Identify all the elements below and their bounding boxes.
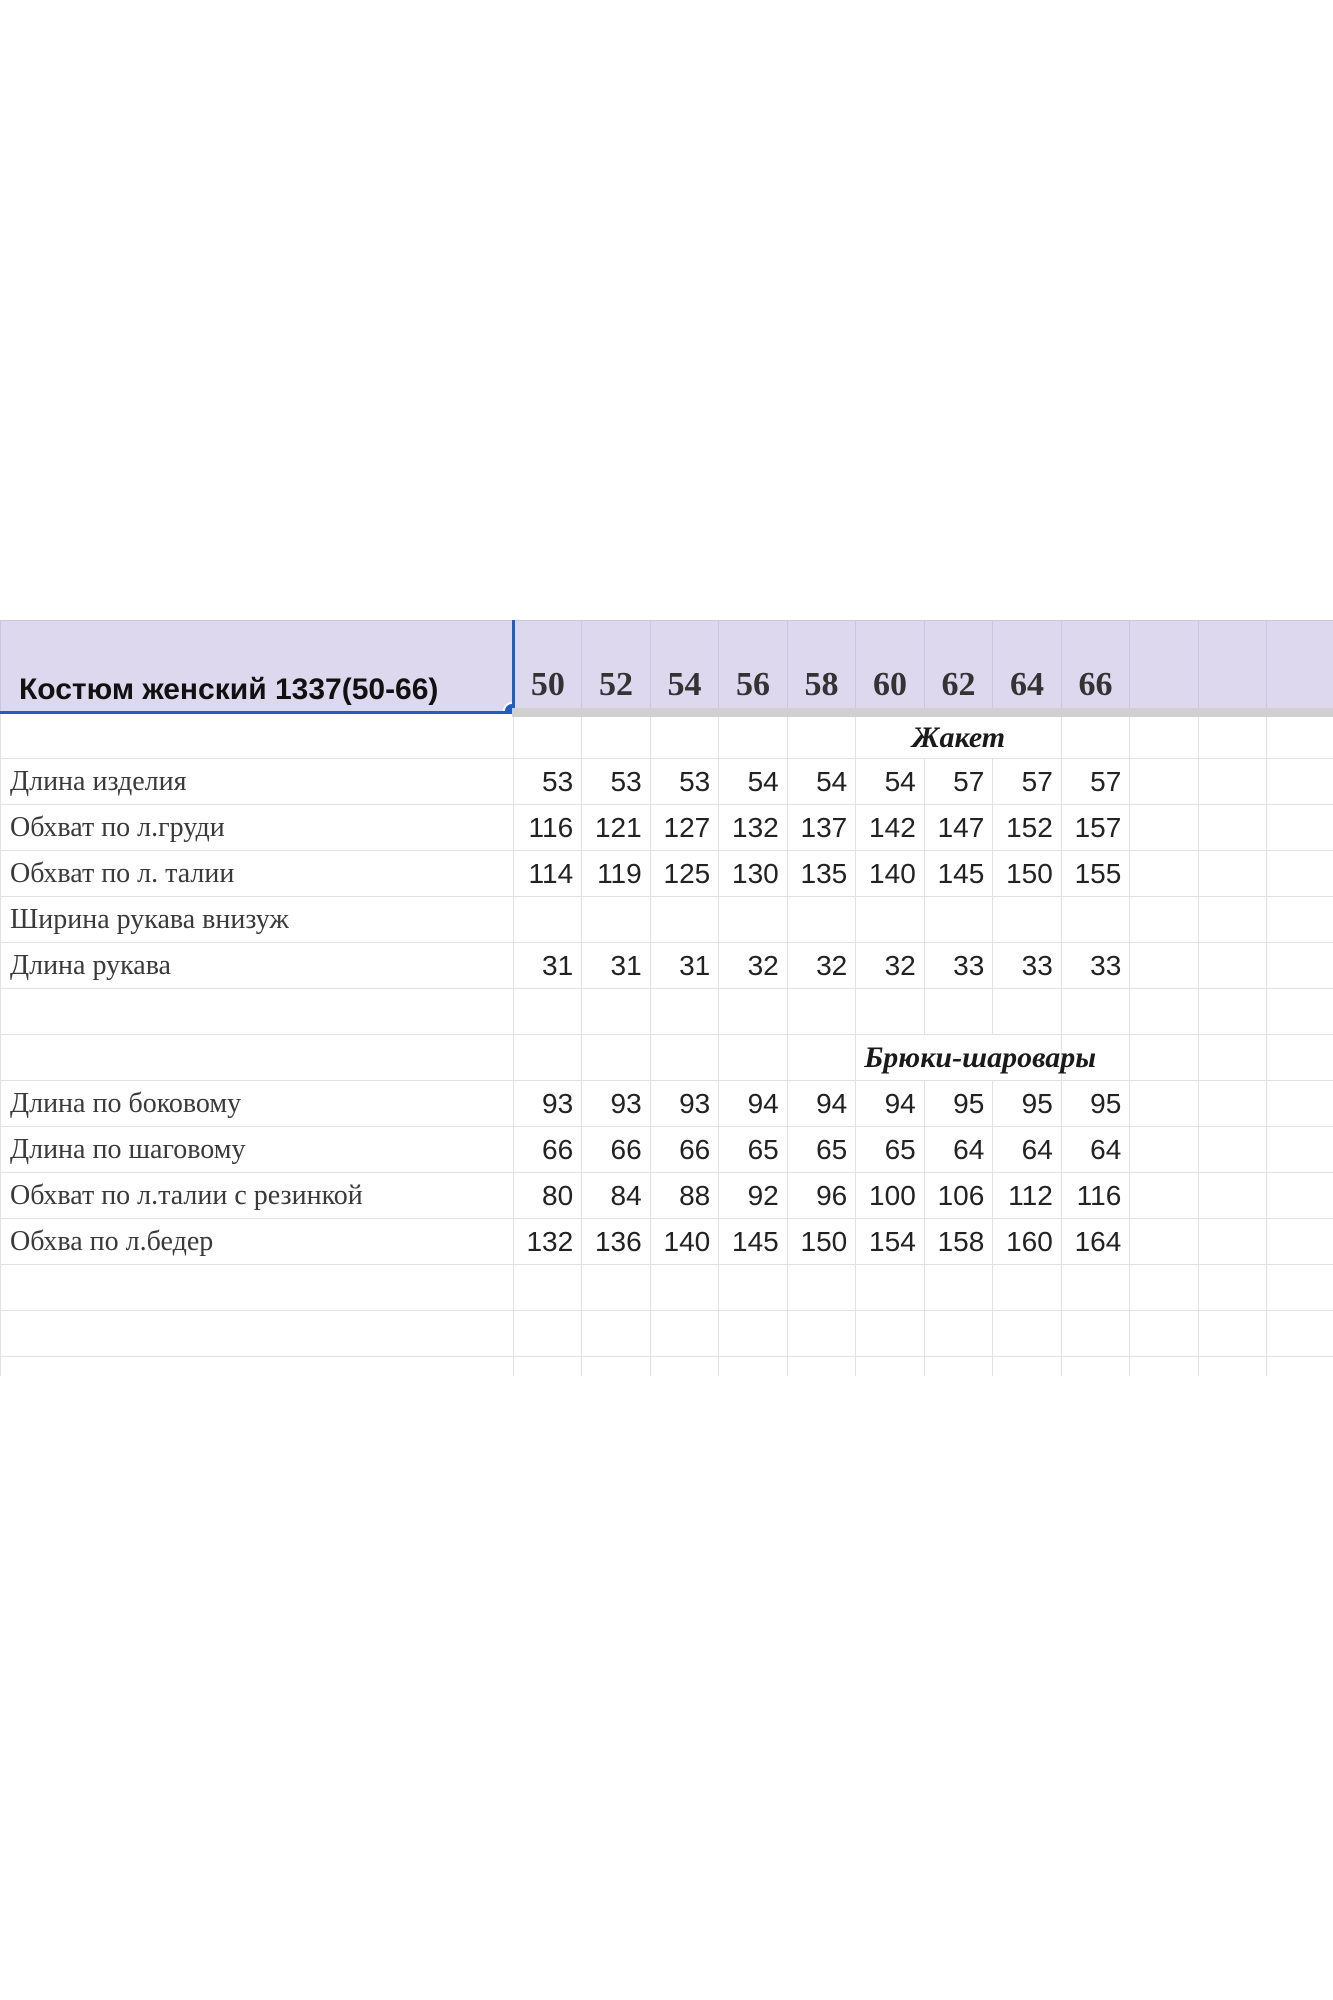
measurement-value[interactable]: 54 (787, 759, 856, 805)
empty-cell[interactable] (1130, 713, 1199, 759)
table-row (1, 759, 1333, 805)
measurement-value[interactable]: 53 (513, 759, 582, 805)
measurement-value[interactable]: 158 (924, 1219, 993, 1265)
measurement-value[interactable] (856, 897, 925, 943)
empty-cell[interactable] (787, 1265, 856, 1311)
empty-cell[interactable] (1, 713, 514, 759)
product-title: Костюм женский 1337(50-66) (19, 673, 439, 706)
empty-cell[interactable] (1267, 713, 1333, 759)
empty-cell[interactable] (787, 1357, 856, 1377)
empty-cell[interactable] (1130, 943, 1199, 989)
empty-cell[interactable] (719, 1265, 788, 1311)
section-header-row (1, 713, 1333, 759)
measurement-value[interactable]: 32 (719, 943, 788, 989)
measurement-value[interactable] (582, 897, 651, 943)
empty-cell[interactable] (1198, 759, 1267, 805)
empty-cell[interactable] (1198, 1035, 1267, 1081)
measurement-value[interactable] (650, 897, 719, 943)
empty-cell[interactable] (650, 1311, 719, 1357)
measurement-value[interactable]: 57 (1061, 759, 1130, 805)
empty-cell[interactable] (719, 1311, 788, 1357)
empty-cell[interactable] (513, 1311, 582, 1357)
empty-cell[interactable] (719, 1035, 788, 1081)
empty-cell[interactable] (924, 1265, 993, 1311)
empty-cell[interactable] (993, 1265, 1062, 1311)
size-header-cell[interactable]: 56 (719, 621, 788, 713)
empty-cell[interactable] (1198, 621, 1267, 713)
empty-cell[interactable] (719, 713, 788, 759)
empty-cell[interactable] (856, 1311, 925, 1357)
measurement-value[interactable] (924, 897, 993, 943)
measurement-label[interactable]: Длина по боковому (1, 1081, 514, 1127)
empty-cell[interactable] (787, 989, 856, 1035)
measurement-value[interactable]: 65 (719, 1127, 788, 1173)
size-header-cell[interactable]: 60 (856, 621, 925, 713)
empty-cell[interactable] (650, 989, 719, 1035)
measurement-value[interactable]: 152 (993, 805, 1062, 851)
measurement-value[interactable]: 116 (1061, 1173, 1130, 1219)
size-header-cell[interactable]: 62 (924, 621, 993, 713)
empty-cell[interactable] (1130, 989, 1199, 1035)
empty-cell[interactable] (1130, 1127, 1199, 1173)
empty-cell[interactable] (1267, 943, 1333, 989)
measurement-value[interactable]: 94 (787, 1081, 856, 1127)
table-row (1, 943, 1333, 989)
section-header-row (1, 1035, 1333, 1081)
empty-cell[interactable] (1198, 1127, 1267, 1173)
empty-cell[interactable] (1198, 897, 1267, 943)
empty-cell[interactable] (582, 1265, 651, 1311)
empty-cell[interactable] (787, 1311, 856, 1357)
empty-cell[interactable] (1267, 621, 1333, 713)
measurement-value[interactable] (993, 897, 1062, 943)
measurement-value[interactable]: 145 (719, 1219, 788, 1265)
empty-cell[interactable] (1267, 1035, 1333, 1081)
empty-cell[interactable] (1198, 1265, 1267, 1311)
empty-cell[interactable] (1267, 1311, 1333, 1357)
empty-cell[interactable] (1267, 1081, 1333, 1127)
empty-cell[interactable] (1061, 1357, 1130, 1377)
measurement-label[interactable]: Длина изделия (1, 759, 514, 805)
measurement-value[interactable]: 66 (582, 1127, 651, 1173)
measurement-value[interactable]: 100 (856, 1173, 925, 1219)
measurement-label[interactable]: Ширина рукава внизуж (1, 897, 514, 943)
measurement-value[interactable]: 154 (856, 1219, 925, 1265)
empty-cell[interactable] (924, 1311, 993, 1357)
empty-cell[interactable] (1267, 759, 1333, 805)
empty-cell[interactable] (650, 1357, 719, 1377)
empty-cell[interactable] (1267, 1357, 1333, 1377)
empty-cell[interactable] (856, 1265, 925, 1311)
empty-cell[interactable] (582, 1311, 651, 1357)
measurement-value[interactable]: 96 (787, 1173, 856, 1219)
measurement-value[interactable]: 127 (650, 805, 719, 851)
empty-cell[interactable] (1198, 1311, 1267, 1357)
empty-cell[interactable] (1267, 1173, 1333, 1219)
measurement-value[interactable]: 88 (650, 1173, 719, 1219)
measurement-value[interactable] (1061, 897, 1130, 943)
empty-cell[interactable] (1061, 713, 1130, 759)
empty-cell[interactable] (582, 713, 651, 759)
size-header-cell[interactable]: 66 (1061, 621, 1130, 713)
empty-cell[interactable] (1267, 1219, 1333, 1265)
size-header-cell[interactable]: 54 (650, 621, 719, 713)
empty-cell[interactable] (1198, 1357, 1267, 1377)
empty-cell[interactable] (1198, 805, 1267, 851)
measurement-value[interactable]: 114 (513, 851, 582, 897)
empty-cell[interactable] (1, 1265, 514, 1311)
size-header-cell[interactable]: 52 (582, 621, 651, 713)
measurement-value[interactable]: 106 (924, 1173, 993, 1219)
empty-cell[interactable] (650, 1035, 719, 1081)
measurement-value[interactable]: 121 (582, 805, 651, 851)
measurement-value[interactable]: 142 (856, 805, 925, 851)
measurement-value[interactable]: 95 (993, 1081, 1062, 1127)
empty-cell[interactable] (1130, 851, 1199, 897)
measurement-value[interactable]: 84 (582, 1173, 651, 1219)
empty-cell[interactable] (1, 1311, 514, 1357)
product-title-cell[interactable] (1, 621, 514, 713)
measurement-value[interactable]: 31 (513, 943, 582, 989)
empty-cell[interactable] (1267, 897, 1333, 943)
measurement-value[interactable]: 164 (1061, 1219, 1130, 1265)
empty-cell[interactable] (856, 1357, 925, 1377)
empty-row (1, 1311, 1333, 1357)
size-chart-body (1, 621, 1333, 1377)
empty-cell[interactable] (1198, 851, 1267, 897)
measurement-value[interactable]: 66 (650, 1127, 719, 1173)
empty-cell[interactable] (582, 1035, 651, 1081)
measurement-value[interactable]: 136 (582, 1219, 651, 1265)
table-row (1, 1081, 1333, 1127)
measurement-value[interactable]: 54 (719, 759, 788, 805)
measurement-value[interactable]: 64 (1061, 1127, 1130, 1173)
empty-cell[interactable] (650, 1265, 719, 1311)
measurement-value[interactable]: 140 (650, 1219, 719, 1265)
measurement-value[interactable]: 119 (582, 851, 651, 897)
measurement-value[interactable]: 145 (924, 851, 993, 897)
empty-cell[interactable] (993, 1357, 1062, 1377)
measurement-value[interactable]: 135 (787, 851, 856, 897)
measurement-value[interactable]: 32 (787, 943, 856, 989)
measurement-value[interactable]: 94 (719, 1081, 788, 1127)
empty-cell[interactable] (1198, 989, 1267, 1035)
empty-cell[interactable] (513, 713, 582, 759)
measurement-value[interactable]: 57 (993, 759, 1062, 805)
empty-cell[interactable] (513, 1035, 582, 1081)
empty-cell[interactable] (787, 713, 856, 759)
empty-cell[interactable] (1198, 713, 1267, 759)
measurement-label[interactable]: Обхва по л.бедер (1, 1219, 514, 1265)
measurement-value[interactable]: 93 (582, 1081, 651, 1127)
empty-cell[interactable] (1130, 1357, 1199, 1377)
empty-cell[interactable] (1130, 1311, 1199, 1357)
empty-cell[interactable] (1267, 989, 1333, 1035)
empty-cell[interactable] (1198, 1173, 1267, 1219)
measurement-value[interactable]: 132 (719, 805, 788, 851)
measurement-value[interactable]: 137 (787, 805, 856, 851)
section-title[interactable]: Брюки-шаровары (856, 1035, 1062, 1081)
measurement-label[interactable]: Длина по шаговому (1, 1127, 514, 1173)
measurement-value[interactable]: 132 (513, 1219, 582, 1265)
empty-cell[interactable] (1061, 989, 1130, 1035)
measurement-value[interactable]: 93 (650, 1081, 719, 1127)
empty-cell[interactable] (582, 1357, 651, 1377)
table-row (1, 897, 1333, 943)
empty-cell[interactable] (1130, 1081, 1199, 1127)
size-header-cell[interactable]: 64 (993, 621, 1062, 713)
empty-cell[interactable] (1130, 1265, 1199, 1311)
measurement-value[interactable]: 155 (1061, 851, 1130, 897)
measurement-value[interactable]: 150 (787, 1219, 856, 1265)
measurement-value[interactable]: 140 (856, 851, 925, 897)
measurement-value[interactable]: 64 (993, 1127, 1062, 1173)
measurement-value[interactable]: 93 (513, 1081, 582, 1127)
measurement-value[interactable]: 65 (856, 1127, 925, 1173)
empty-cell[interactable] (1130, 805, 1199, 851)
empty-cell[interactable] (1130, 1219, 1199, 1265)
empty-cell[interactable] (1061, 1311, 1130, 1357)
table-row (1, 1219, 1333, 1265)
empty-cell[interactable] (1061, 1265, 1130, 1311)
empty-cell[interactable] (993, 989, 1062, 1035)
header-row (1, 621, 1333, 713)
size-chart-table (0, 620, 1333, 1376)
measurement-label[interactable]: Обхват по л. талии (1, 851, 514, 897)
measurement-value[interactable]: 95 (924, 1081, 993, 1127)
empty-cell[interactable] (1130, 621, 1199, 713)
size-chart-sheet (0, 620, 1333, 1376)
measurement-value[interactable]: 64 (924, 1127, 993, 1173)
measurement-value[interactable]: 33 (1061, 943, 1130, 989)
measurement-value[interactable]: 65 (787, 1127, 856, 1173)
measurement-value[interactable]: 33 (993, 943, 1062, 989)
table-row (1, 1127, 1333, 1173)
measurement-value[interactable]: 116 (513, 805, 582, 851)
table-row (1, 851, 1333, 897)
measurement-value[interactable]: 160 (993, 1219, 1062, 1265)
empty-cell[interactable] (513, 1265, 582, 1311)
empty-cell[interactable] (650, 713, 719, 759)
empty-cell[interactable] (1267, 805, 1333, 851)
measurement-value[interactable]: 80 (513, 1173, 582, 1219)
empty-row (1, 1265, 1333, 1311)
empty-cell[interactable] (1198, 1219, 1267, 1265)
empty-cell[interactable] (513, 1357, 582, 1377)
measurement-value[interactable]: 57 (924, 759, 993, 805)
empty-cell[interactable] (856, 989, 925, 1035)
empty-cell[interactable] (1130, 1173, 1199, 1219)
empty-cell[interactable] (1198, 1081, 1267, 1127)
empty-row (1, 1357, 1333, 1377)
measurement-value[interactable]: 150 (993, 851, 1062, 897)
empty-cell[interactable] (1267, 851, 1333, 897)
empty-cell[interactable] (1, 1035, 514, 1081)
empty-cell[interactable] (1267, 1127, 1333, 1173)
measurement-value[interactable]: 94 (856, 1081, 925, 1127)
empty-cell[interactable] (1130, 1035, 1199, 1081)
measurement-label[interactable]: Обхват по л.талии с резинкой (1, 1173, 514, 1219)
size-header-cell[interactable]: 50 (513, 621, 582, 713)
measurement-value[interactable]: 53 (582, 759, 651, 805)
measurement-value[interactable]: 32 (856, 943, 925, 989)
measurement-value[interactable]: 33 (924, 943, 993, 989)
measurement-value[interactable] (787, 897, 856, 943)
empty-row (1, 989, 1333, 1035)
table-row (1, 1173, 1333, 1219)
measurement-label[interactable]: Обхват по л.груди (1, 805, 514, 851)
empty-cell[interactable] (582, 989, 651, 1035)
measurement-value[interactable] (513, 897, 582, 943)
measurement-value[interactable]: 31 (650, 943, 719, 989)
size-header-cell[interactable]: 58 (787, 621, 856, 713)
empty-cell[interactable] (787, 1035, 856, 1081)
empty-cell[interactable] (1198, 943, 1267, 989)
empty-cell[interactable] (993, 1311, 1062, 1357)
empty-cell[interactable] (719, 1357, 788, 1377)
section-title[interactable]: Жакет (856, 713, 1062, 759)
measurement-value[interactable]: 54 (856, 759, 925, 805)
measurement-value[interactable]: 53 (650, 759, 719, 805)
empty-cell[interactable] (1130, 897, 1199, 943)
measurement-label[interactable]: Длина рукава (1, 943, 514, 989)
measurement-value[interactable]: 92 (719, 1173, 788, 1219)
empty-cell[interactable] (1267, 1265, 1333, 1311)
measurement-value[interactable]: 66 (513, 1127, 582, 1173)
empty-cell[interactable] (719, 989, 788, 1035)
measurement-value[interactable]: 157 (1061, 805, 1130, 851)
measurement-value[interactable]: 125 (650, 851, 719, 897)
empty-cell[interactable] (513, 989, 582, 1035)
measurement-value[interactable]: 95 (1061, 1081, 1130, 1127)
empty-cell[interactable] (1, 1357, 514, 1377)
empty-cell[interactable] (924, 1357, 993, 1377)
measurement-value[interactable]: 147 (924, 805, 993, 851)
measurement-value[interactable]: 31 (582, 943, 651, 989)
empty-cell[interactable] (1, 989, 514, 1035)
table-row (1, 805, 1333, 851)
empty-cell[interactable] (1130, 759, 1199, 805)
measurement-value[interactable]: 130 (719, 851, 788, 897)
measurement-value[interactable] (719, 897, 788, 943)
selection-fill-handle[interactable] (503, 702, 514, 713)
empty-cell[interactable] (924, 989, 993, 1035)
measurement-value[interactable]: 112 (993, 1173, 1062, 1219)
